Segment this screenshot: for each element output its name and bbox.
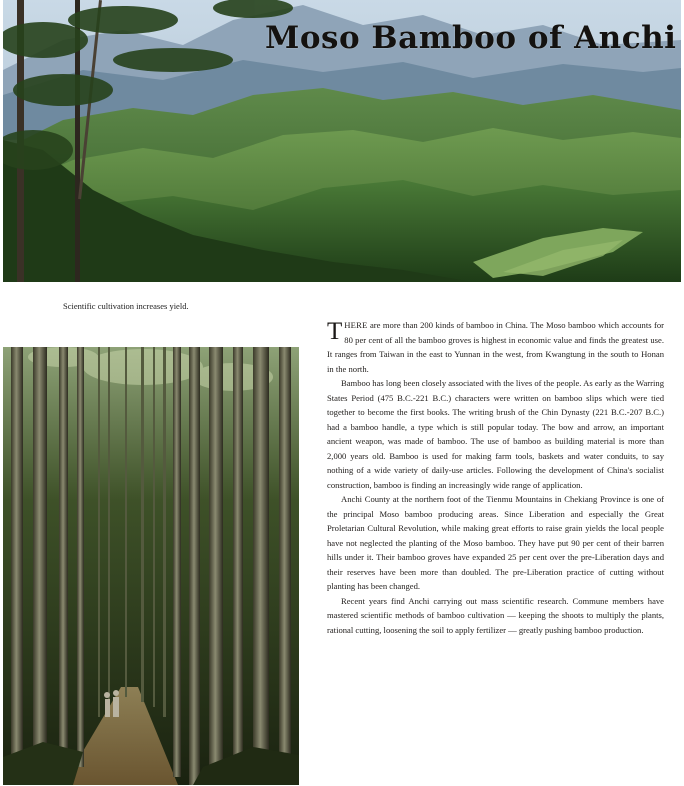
paragraph-text: are more than 200 kinds of bamboo in China. The Moso bamboo which accounts for 80 per cent of all the bamboo groves is highest in economic value and finds the greatest use. It ranges from Taiwan in the east to Yunnan in the west, from Kwangtung in the south to Honan in the north.	[327, 320, 664, 374]
photo-caption: Scientific cultivation increases yield.	[63, 301, 189, 311]
page-title: Moso Bamboo of Anchi	[265, 20, 677, 56]
landscape-photo	[3, 0, 681, 282]
article-paragraph-2: Bamboo has long been closely associated with the lives of the people. As early as the Warring States Period (475 B.C.-221 B.C.) characters were written on bamboo slips which were tied together to become the first books. The writing brush of the Chin Dynasty (221 B.C.-207 B.C.) had a bamboo handle, a type which is still popular today. The bow and arrow, an important ancient weapon, was made of bamboo. The use of bamboo as building material is more than 2,000 years old. Bamboo is used for making farm tools, baskets and water conduits, to say nothing of a wide variety of daily-use articles. Following the development of China's socialist construction, bamboo is finding an increasingly wide range of application.	[327, 378, 664, 490]
article-paragraph-1	[327, 318, 664, 376]
bamboo-forest-image	[3, 347, 299, 785]
bamboo-grove-photo	[3, 347, 299, 785]
article-paragraph-4: Recent years find Anchi carrying out mass scientific research. Commune members have mastered scientific methods of bamboo cultivation — keeping the shoots to multiply the plants, rational cutting, loosening the soil to apply fertilizer — greatly pushing bamboo production.	[327, 595, 664, 635]
drop-cap: T	[327, 318, 343, 345]
article-body	[327, 318, 664, 637]
first-word: HERE	[344, 320, 368, 330]
article-paragraph-3: Anchi County at the northern foot of the Tienmu Mountains in Chekiang Province is one of the principal Moso bamboo producing areas. Since Liberation and especially the Great Proletarian Cultural Revolution, while making great efforts to raise grain yields the local people have not neglected the planting of the Moso bamboo. They have put 90 per cent of their barren hills under it. Their bamboo groves have expanded 25 per cent over the pre-Liberation days and their reserves have been more than doubled. The pre-Liberation practice of cutting without planting has been changed.	[327, 494, 664, 591]
